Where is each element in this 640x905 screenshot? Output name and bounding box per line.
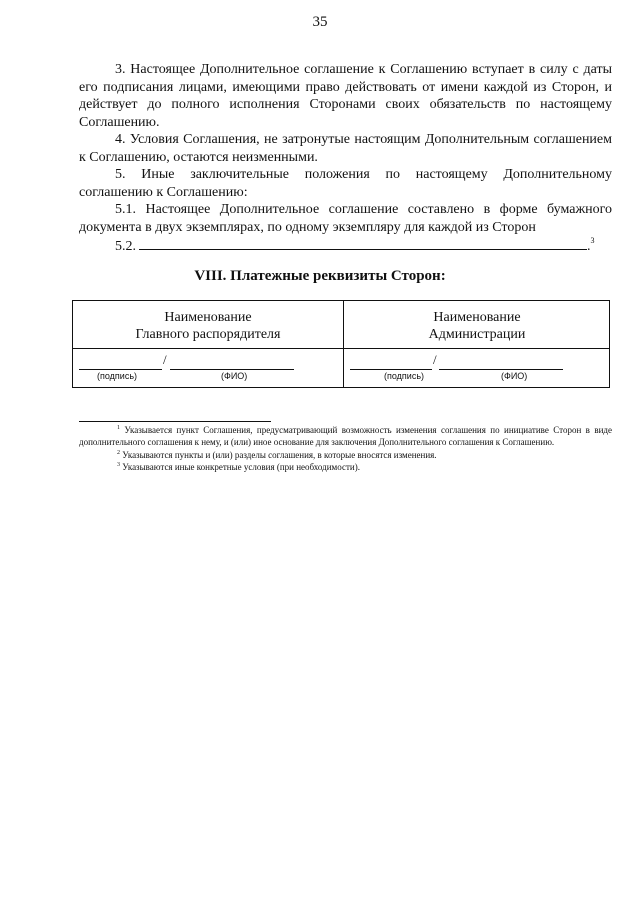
footnote-ref-3: 3 xyxy=(590,236,595,245)
administration-header xyxy=(344,301,610,349)
footnote-2-text: Указываются пункты и (или) разделы соглашения, в которые вносятся изменения. xyxy=(122,449,437,460)
administration-subtitle: Администрации xyxy=(428,327,526,342)
section-heading: VIII. Платежные реквизиты Сторон: xyxy=(194,268,446,284)
page-number: 35 xyxy=(312,14,328,30)
signature-slash: / xyxy=(163,352,167,367)
name-line xyxy=(439,355,563,370)
signature-slash: / xyxy=(433,352,437,367)
chief-administrator-subtitle: Главного распорядителя xyxy=(135,327,281,342)
clause-5-2-number: 5.2. xyxy=(115,239,136,254)
clause-4: 4. Условия Соглашения, не затронутые настоящим Дополнительным соглашением к Соглашению, остаются неизменными. xyxy=(79,132,612,165)
signature-caption: (подпись) xyxy=(384,371,425,381)
footnote-separator xyxy=(79,421,271,422)
chief-administrator-title: Наименование xyxy=(164,310,252,325)
footnote-3-text: Указываются иные конкретные условия (при необходимости). xyxy=(122,461,360,472)
chief-administrator-column xyxy=(73,301,343,387)
fio-caption: (ФИО) xyxy=(221,371,248,381)
clause-3: 3. Настоящее Дополнительное соглашение к Соглашению вступает в силу с даты его подписания лицами, имеющими право действовать от имени каждой из Сторон, и действует до полного исполнения Сторонами своих обязательств по настоящему Соглашению. xyxy=(79,62,612,130)
footnote-2-mark: 2 xyxy=(117,449,120,456)
chief-administrator-header xyxy=(73,301,343,349)
footnotes xyxy=(79,424,612,473)
footnote-1-mark: 1 xyxy=(117,425,120,431)
clause-5-2-end: . xyxy=(587,239,591,254)
fio-caption: (ФИО) xyxy=(501,371,528,381)
clause-5: 5. Иные заключительные положения по настоящему Дополнительному соглашению к Соглашению: xyxy=(79,167,612,200)
clause-5-2 xyxy=(79,236,612,256)
name-line xyxy=(170,355,294,370)
footnote-1-text: Указывается пункт Соглашения, предусматривающий возможность изменения соглашения по инициативе Сторон в виде дополнительного соглашения к нему, и (или) иное основание для заключения Дополнительного соглашения к Соглашению. xyxy=(79,425,612,448)
footnote-3-mark: 3 xyxy=(117,461,120,468)
footnote-1 xyxy=(79,424,612,449)
clause-5-2-fill-line xyxy=(139,236,587,250)
signature-caption: (подпись) xyxy=(97,371,138,381)
payment-details-table xyxy=(72,300,610,388)
administration-signature xyxy=(344,349,610,387)
agreement-body xyxy=(79,61,612,256)
signature-line xyxy=(350,355,432,370)
administration-title: Наименование xyxy=(433,310,521,325)
footnote-2 xyxy=(79,449,612,461)
footnote-3 xyxy=(79,461,612,473)
signature-line xyxy=(79,355,162,370)
chief-administrator-signature xyxy=(73,349,343,387)
clause-5-1: 5.1. Настоящее Дополнительное соглашение составлено в форме бумажного документа в двух экземплярах, по одному экземпляру для каждой из Сторон xyxy=(79,202,612,235)
administration-column xyxy=(343,301,610,387)
